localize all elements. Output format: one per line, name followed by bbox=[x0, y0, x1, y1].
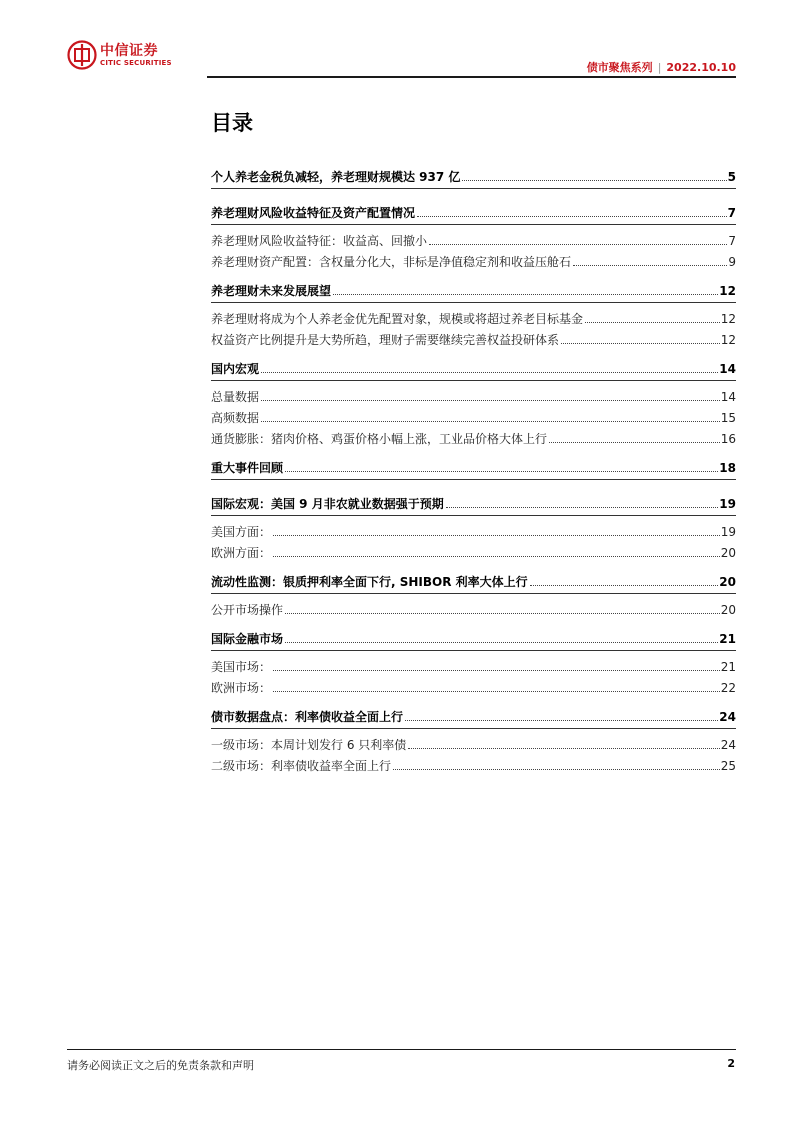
toc-section-heading[interactable] bbox=[211, 277, 736, 298]
toc-subsection-entry[interactable] bbox=[211, 248, 736, 269]
toc-entry-label[interactable]: 养老理财风险收益特征及资产配置情况 bbox=[211, 206, 416, 220]
toc-entry-page[interactable]: 25 bbox=[720, 759, 736, 773]
toc-entry-label[interactable]: 高频数据 bbox=[211, 411, 260, 425]
toc-dot-leader bbox=[261, 421, 720, 422]
toc-dot-leader bbox=[261, 372, 718, 373]
toc-subsection-entry[interactable] bbox=[211, 518, 736, 539]
page-number: 2 bbox=[727, 1057, 735, 1070]
toc-entry-page[interactable]: 7 bbox=[728, 234, 736, 248]
toc-entry-label[interactable]: 美国市场： bbox=[211, 660, 272, 674]
toc-entry-label[interactable]: 国内宏观 bbox=[211, 362, 260, 376]
toc-dot-leader bbox=[408, 748, 719, 749]
toc-entry-label[interactable]: 公开市场操作 bbox=[211, 603, 284, 617]
toc-entry-label[interactable]: 重大事件回顾 bbox=[211, 461, 284, 475]
toc-dot-leader bbox=[393, 769, 720, 770]
toc-dot-leader bbox=[446, 507, 719, 508]
toc-entry-page[interactable]: 24 bbox=[720, 738, 736, 752]
toc-entry-page[interactable]: 15 bbox=[720, 411, 736, 425]
toc-entry-page[interactable]: 24 bbox=[719, 710, 736, 724]
toc-dot-leader bbox=[285, 613, 720, 614]
toc-dot-leader bbox=[273, 556, 720, 557]
toc-entry-page[interactable]: 14 bbox=[720, 390, 736, 404]
toc-dot-leader bbox=[273, 670, 720, 671]
toc-subsection-entry[interactable] bbox=[211, 227, 736, 248]
toc-section-heading[interactable] bbox=[211, 163, 736, 184]
toc-entry-label[interactable]: 流动性监测：银质押利率全面下行, SHIBOR 利率大体上行 bbox=[211, 575, 528, 589]
toc-entry-label[interactable]: 养老理财未来发展展望 bbox=[211, 284, 332, 298]
toc-subsection-entry[interactable] bbox=[211, 539, 736, 560]
toc-section-rule bbox=[211, 302, 736, 303]
toc-entry-page[interactable]: 20 bbox=[720, 546, 736, 560]
toc-entry-page[interactable]: 9 bbox=[728, 255, 736, 269]
toc-dot-leader bbox=[273, 535, 720, 536]
toc-section-heading[interactable] bbox=[211, 568, 736, 589]
logo-chinese-name: 中信证券 bbox=[100, 42, 158, 59]
toc-entry-label[interactable]: 二级市场：利率债收益率全面上行 bbox=[211, 759, 392, 773]
citic-logo-mark-icon bbox=[67, 40, 97, 70]
toc-entry-page[interactable]: 20 bbox=[720, 603, 736, 617]
citic-logo bbox=[67, 40, 172, 70]
toc-subsection-entry[interactable] bbox=[211, 596, 736, 617]
toc-entry-label[interactable]: 权益资产比例提升是大势所趋，理财子需要继续完善权益投研体系 bbox=[211, 333, 560, 347]
toc-subsection-entry[interactable] bbox=[211, 326, 736, 347]
toc-dot-leader bbox=[585, 322, 720, 323]
toc-dot-leader bbox=[273, 691, 720, 692]
table-of-contents bbox=[211, 163, 736, 773]
toc-dot-leader bbox=[285, 471, 718, 472]
toc-entry-page[interactable]: 21 bbox=[720, 660, 736, 674]
toc-section-rule bbox=[211, 224, 736, 225]
toc-section-rule bbox=[211, 728, 736, 729]
toc-section-heading[interactable] bbox=[211, 625, 736, 646]
toc-entry-page[interactable]: 19 bbox=[720, 525, 736, 539]
toc-entry-label[interactable]: 美国方面： bbox=[211, 525, 272, 539]
toc-dot-leader bbox=[261, 400, 720, 401]
toc-subsection-entry[interactable] bbox=[211, 674, 736, 695]
toc-entry-label[interactable]: 通货膨胀：猪肉价格、鸡蛋价格小幅上涨，工业品价格大体上行 bbox=[211, 432, 548, 446]
toc-subsection-entry[interactable] bbox=[211, 404, 736, 425]
toc-entry-page[interactable]: 21 bbox=[719, 632, 736, 646]
toc-section-rule bbox=[211, 650, 736, 651]
logo-english-name: CITIC SECURITIES bbox=[100, 58, 172, 67]
toc-entry-page[interactable]: 14 bbox=[719, 362, 736, 376]
toc-entry-label[interactable]: 养老理财将成为个人养老金优先配置对象，规模或将超过养老目标基金 bbox=[211, 312, 584, 326]
toc-entry-page[interactable]: 5 bbox=[727, 170, 736, 184]
toc-dot-leader bbox=[549, 442, 720, 443]
report-series: 债市聚焦系列 bbox=[586, 61, 653, 74]
toc-dot-leader bbox=[561, 343, 720, 344]
toc-dot-leader bbox=[573, 265, 727, 266]
footer-disclaimer: 请务必阅读正文之后的免责条款和声明 bbox=[67, 1059, 254, 1072]
toc-entry-label[interactable]: 养老理财资产配置：含权量分化大，非标是净值稳定剂和收益压舱石 bbox=[211, 255, 572, 269]
toc-entry-page[interactable]: 16 bbox=[720, 432, 736, 446]
toc-dot-leader bbox=[405, 720, 718, 721]
toc-entry-label[interactable]: 养老理财风险收益特征：收益高、回撤小 bbox=[211, 234, 428, 248]
toc-section-rule bbox=[211, 515, 736, 516]
report-date: 2022.10.10 bbox=[666, 61, 736, 74]
toc-section-heading[interactable] bbox=[211, 355, 736, 376]
toc-entry-label[interactable]: 一级市场：本周计划发行 6 只利率债 bbox=[211, 738, 407, 752]
toc-section-heading[interactable] bbox=[211, 703, 736, 724]
toc-section-rule bbox=[211, 188, 736, 189]
toc-dot-leader bbox=[417, 216, 727, 217]
toc-entry-label[interactable]: 欧洲市场： bbox=[211, 681, 272, 695]
toc-entry-label[interactable]: 总量数据 bbox=[211, 390, 260, 404]
toc-dot-leader bbox=[462, 180, 726, 181]
header-divider: | bbox=[657, 61, 662, 74]
toc-subsection-entry[interactable] bbox=[211, 731, 736, 752]
toc-section-heading[interactable] bbox=[211, 490, 736, 511]
header-rule bbox=[207, 76, 736, 78]
toc-subsection-entry[interactable] bbox=[211, 305, 736, 326]
toc-entry-page[interactable]: 12 bbox=[720, 312, 736, 326]
toc-entry-page[interactable]: 22 bbox=[720, 681, 736, 695]
toc-dot-leader bbox=[530, 585, 719, 586]
toc-entry-page[interactable]: 20 bbox=[719, 575, 736, 589]
footer-rule bbox=[67, 1049, 736, 1050]
toc-entry-label[interactable]: 国际金融市场 bbox=[211, 632, 284, 646]
header-series-date bbox=[587, 59, 736, 75]
toc-section-heading[interactable] bbox=[211, 454, 736, 475]
toc-entry-label[interactable]: 个人养老金税负减轻，养老理财规模达 937 亿 bbox=[211, 170, 461, 184]
toc-section-rule bbox=[211, 593, 736, 594]
toc-entry-label[interactable]: 欧洲方面： bbox=[211, 546, 272, 560]
toc-dot-leader bbox=[429, 244, 727, 245]
toc-dot-leader bbox=[333, 294, 718, 295]
toc-entry-page[interactable]: 19 bbox=[719, 497, 736, 511]
toc-entry-label[interactable]: 债市数据盘点：利率债收益全面上行 bbox=[211, 710, 404, 724]
toc-subsection-entry[interactable] bbox=[211, 653, 736, 674]
toc-entry-page[interactable]: 7 bbox=[727, 206, 736, 220]
toc-entry-page[interactable]: 18 bbox=[719, 461, 736, 475]
toc-subsection-entry[interactable] bbox=[211, 752, 736, 773]
toc-section-rule bbox=[211, 479, 736, 480]
toc-dot-leader bbox=[285, 642, 718, 643]
toc-entry-label[interactable]: 国际宏观：美国 9 月非农就业数据强于预期 bbox=[211, 497, 444, 511]
toc-subsection-entry[interactable] bbox=[211, 425, 736, 446]
toc-subsection-entry[interactable] bbox=[211, 383, 736, 404]
page-header bbox=[67, 40, 736, 80]
toc-title: 目录 bbox=[211, 111, 253, 135]
toc-entry-page[interactable]: 12 bbox=[719, 284, 736, 298]
toc-entry-page[interactable]: 12 bbox=[720, 333, 736, 347]
toc-section-heading[interactable] bbox=[211, 199, 736, 220]
toc-section-rule bbox=[211, 380, 736, 381]
